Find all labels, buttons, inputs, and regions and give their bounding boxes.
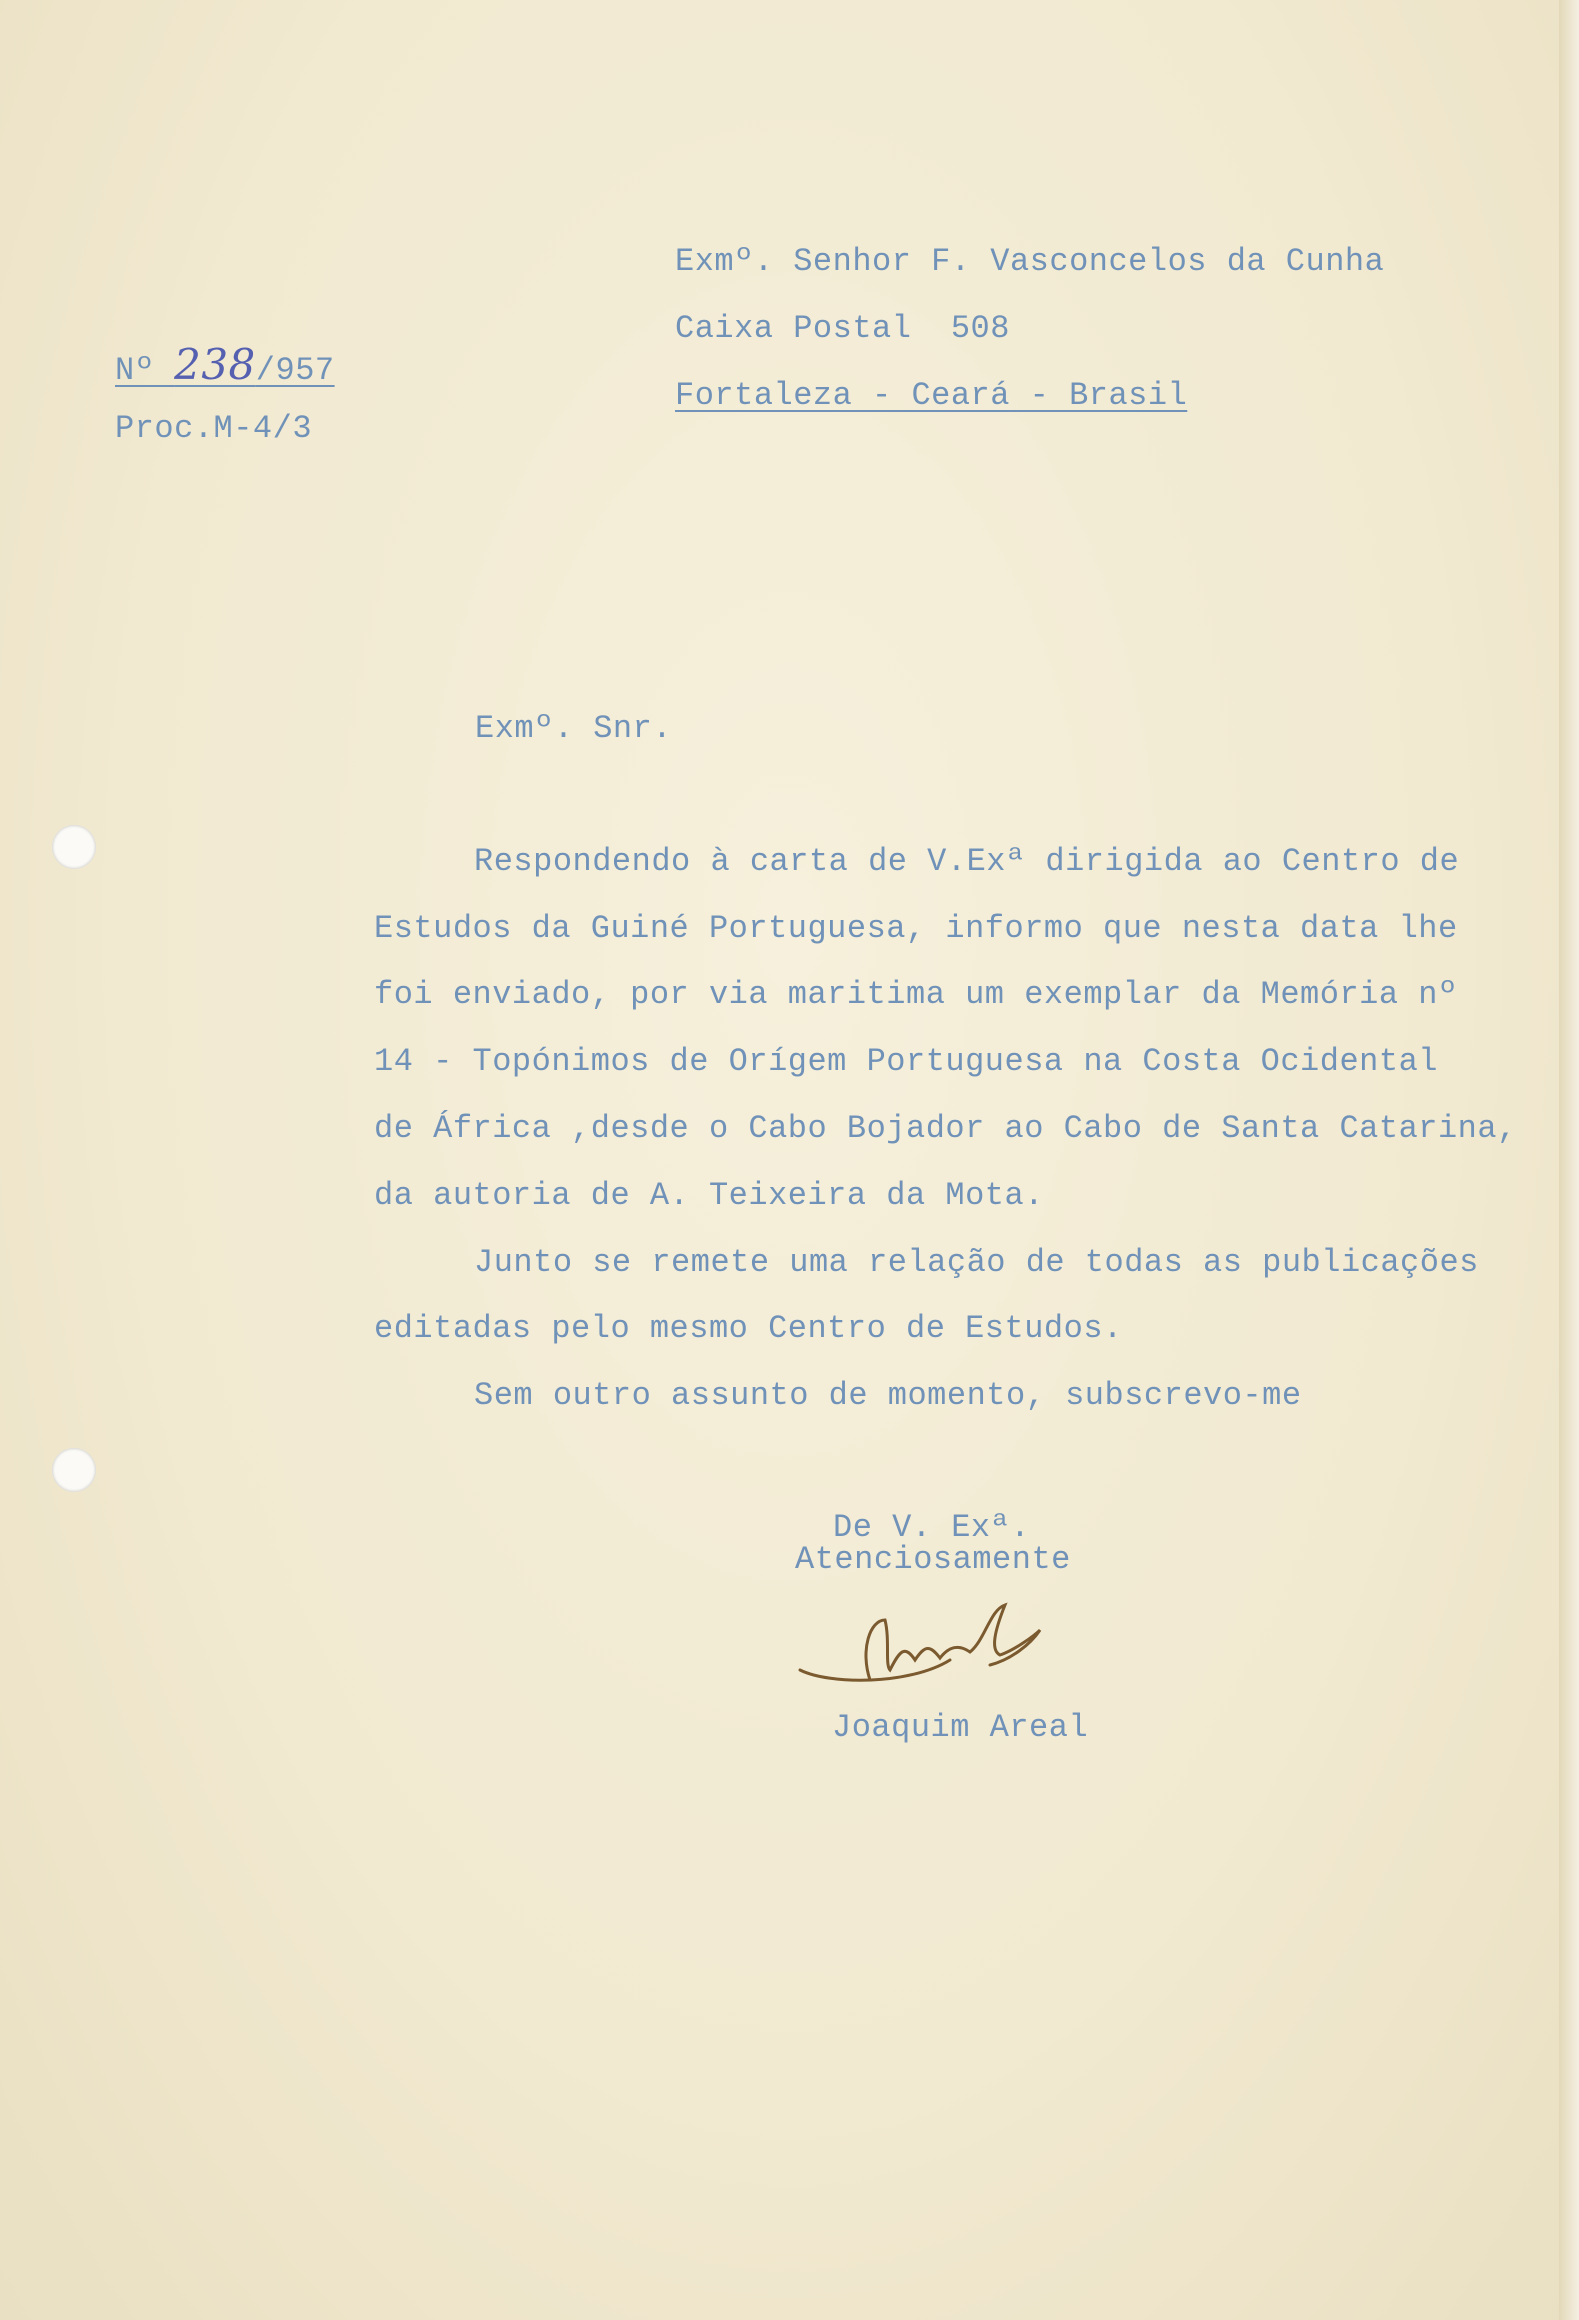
reference-number	[115, 340, 335, 389]
body-line: Estudos da Guiné Portuguesa, informo que nesta data lhe	[374, 910, 1458, 947]
punch-hole	[52, 1448, 96, 1492]
recipient-name: Exmº. Senhor F. Vasconcelos da Cunha	[675, 243, 1385, 280]
signature	[790, 1590, 1080, 1700]
recipient-city: Fortaleza - Ceará - Brasil	[675, 377, 1188, 414]
body-line: Junto se remete uma relação de todas as publicações	[474, 1244, 1479, 1281]
salutation: Exmº. Snr.	[475, 710, 673, 747]
closing-line: De V. Exª.	[833, 1509, 1031, 1546]
body-line: Respondendo à carta de V.Exª dirigida ao Centro de	[474, 843, 1460, 880]
closing-line: Atenciosamente	[795, 1541, 1071, 1578]
body-line: Sem outro assunto de momento, subscrevo-me	[474, 1377, 1302, 1414]
body-line: foi enviado, por via maritima um exemplar da Memória nº	[374, 976, 1458, 1013]
handwritten-number: 238	[174, 340, 256, 389]
body-line: da autoria de A. Teixeira da Mota.	[374, 1177, 1044, 1214]
reference-year: /957	[255, 352, 335, 389]
paper-edge	[1559, 0, 1579, 2320]
signer-name: Joaquim Areal	[832, 1709, 1089, 1746]
recipient-postal: Caixa Postal 508	[675, 310, 1010, 347]
body-line: de África ,desde o Cabo Bojador ao Cabo de Santa Catarina,	[374, 1110, 1517, 1147]
reference-prefix: Nº	[115, 352, 175, 389]
body-line: editadas pelo mesmo Centro de Estudos.	[374, 1310, 1123, 1347]
process-code: Proc.M-4/3	[115, 410, 313, 447]
punch-hole	[52, 825, 96, 869]
body-line: 14 - Topónimos de Orígem Portuguesa na Costa Ocidental	[374, 1043, 1438, 1080]
